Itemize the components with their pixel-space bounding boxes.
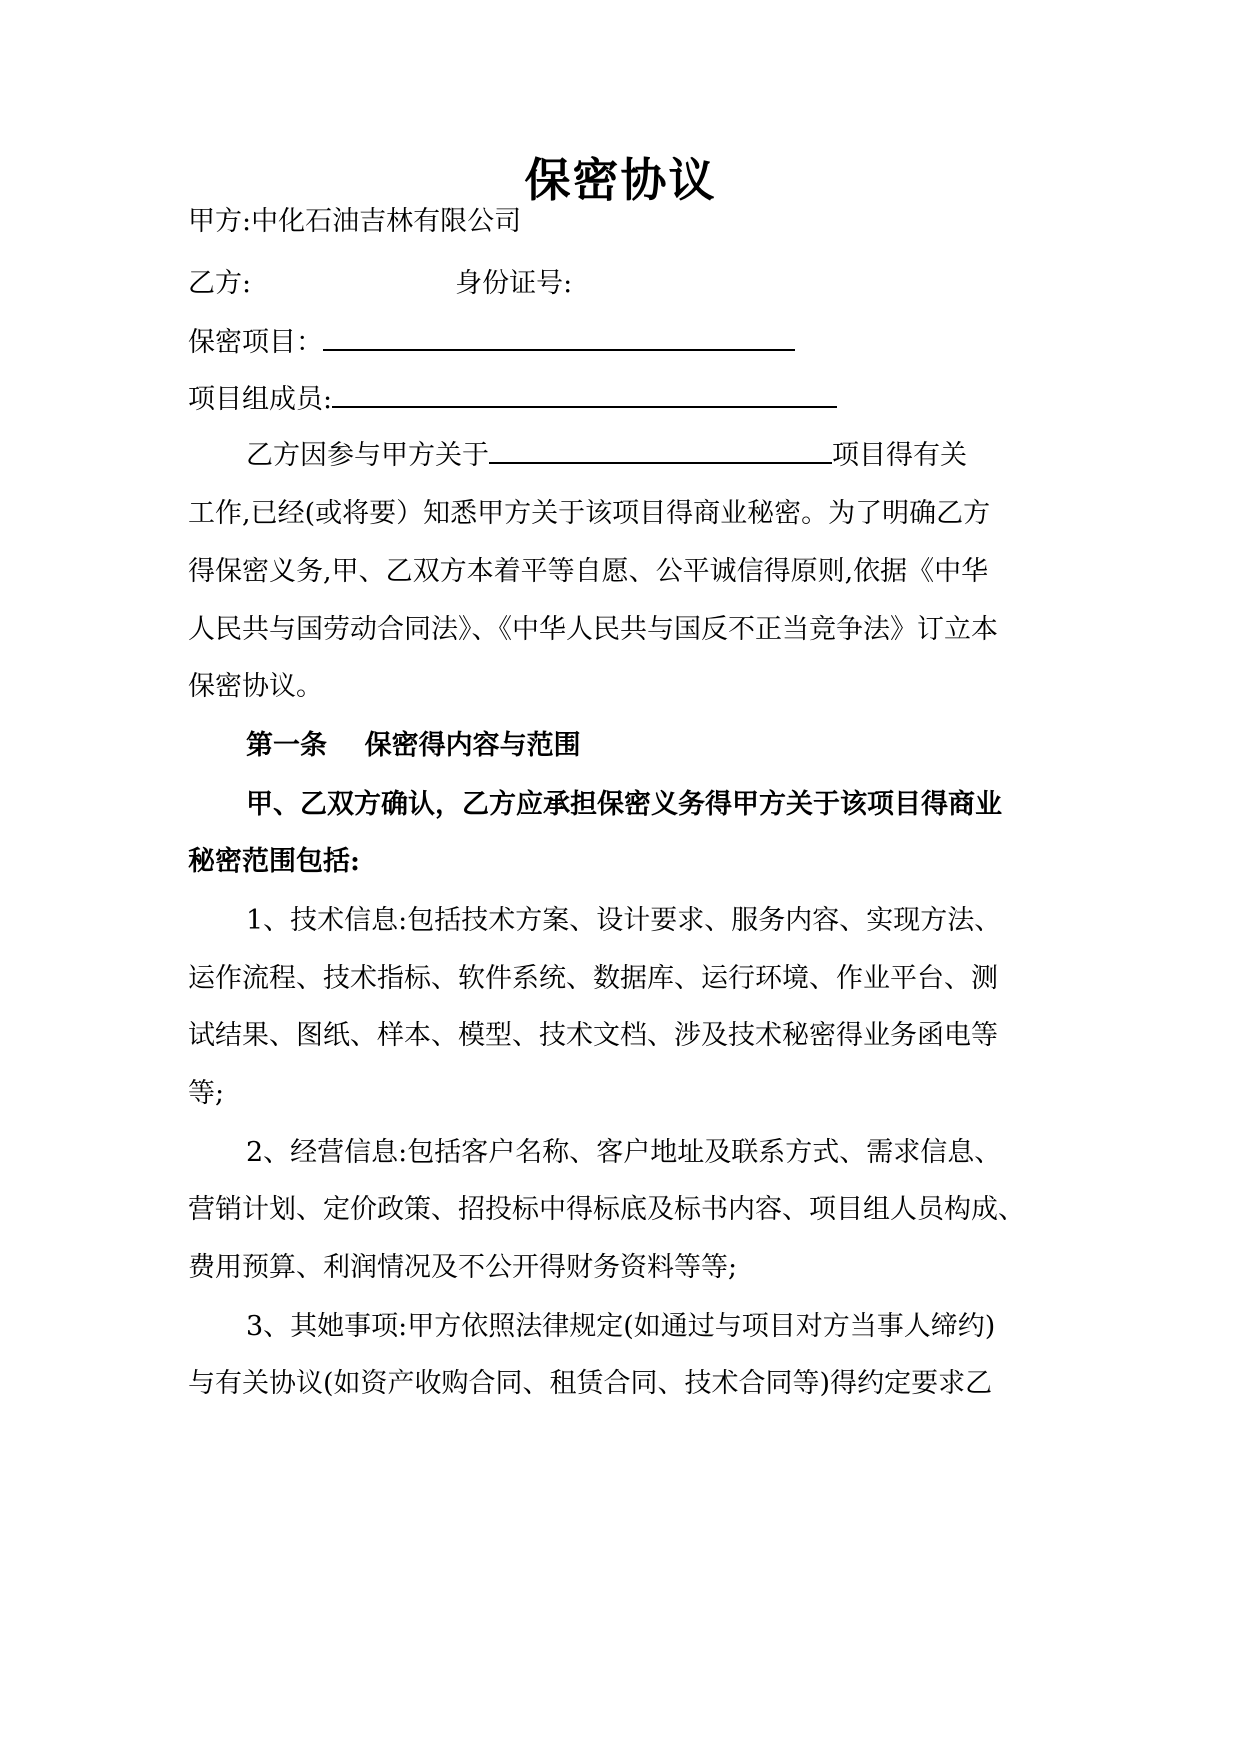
members-blank <box>332 382 837 408</box>
intro-line-1 <box>246 436 967 476</box>
item-2-line-1: 2、经营信息:包括客户名称、客户地址及联系方式、需求信息、 <box>246 1137 1002 1168</box>
intro-line-4: 人民共与国劳动合同法》、《中华人民共与国反不正当竞争法》订立本 <box>188 614 998 645</box>
item-3-line-2: 与有关协议(如资产收购合同、租赁合同、技术合同等)得约定要求乙 <box>188 1368 993 1399</box>
project-line <box>188 323 795 363</box>
party-a-line: 甲方:中化石油吉林有限公司 <box>188 206 522 237</box>
project-blank <box>323 325 795 351</box>
intro-line-1-before: 乙方因参与甲方关于 <box>246 440 489 471</box>
project-label: 保密项目： <box>188 327 323 358</box>
intro-line-5: 保密协议。 <box>188 671 323 702</box>
item-3-line-1: 3、其她事项:甲方依照法律规定(如通过与项目对方当事人缔约) <box>246 1311 996 1342</box>
party-b-line <box>188 264 572 304</box>
item-2-line-2: 营销计划、定价政策、招投标中得标底及标书内容、项目组人员构成、 <box>188 1194 1025 1225</box>
item-1-line-1: 1、技术信息:包括技术方案、设计要求、服务内容、实现方法、 <box>246 905 1002 936</box>
intro-line-1-after: 项目得有关 <box>832 440 967 471</box>
item-2-line-3: 费用预算、利润情况及不公开得财务资料等等; <box>188 1252 738 1283</box>
article-1-confirm-line-2: 秘密范围包括: <box>188 846 360 877</box>
item-1-line-2: 运作流程、技术指标、软件系统、数据库、运行环境、作业平台、测 <box>188 963 998 994</box>
item-1-line-4: 等; <box>188 1078 225 1109</box>
intro-project-blank <box>489 438 832 464</box>
document-title: 保密协议 <box>524 153 717 207</box>
intro-line-3: 得保密义务,甲、乙双方本着平等自愿、公平诚信得原则,依据《中华 <box>188 556 989 587</box>
id-number-label: 身份证号: <box>455 268 573 299</box>
article-1-confirm-line-1: 甲、乙双方确认，乙方应承担保密义务得甲方关于该项目得商业 <box>246 789 1002 820</box>
members-line <box>188 380 837 420</box>
members-label: 项目组成员: <box>188 384 333 415</box>
party-b-label: 乙方: <box>188 268 252 299</box>
item-1-line-3: 试结果、图纸、样本、模型、技术文档、涉及技术秘密得业务函电等 <box>188 1020 998 1051</box>
article-1-heading: 第一条 保密得内容与范围 <box>246 730 581 761</box>
intro-line-2: 工作,已经(或将要）知悉甲方关于该项目得商业秘密。为了明确乙方 <box>188 498 991 529</box>
